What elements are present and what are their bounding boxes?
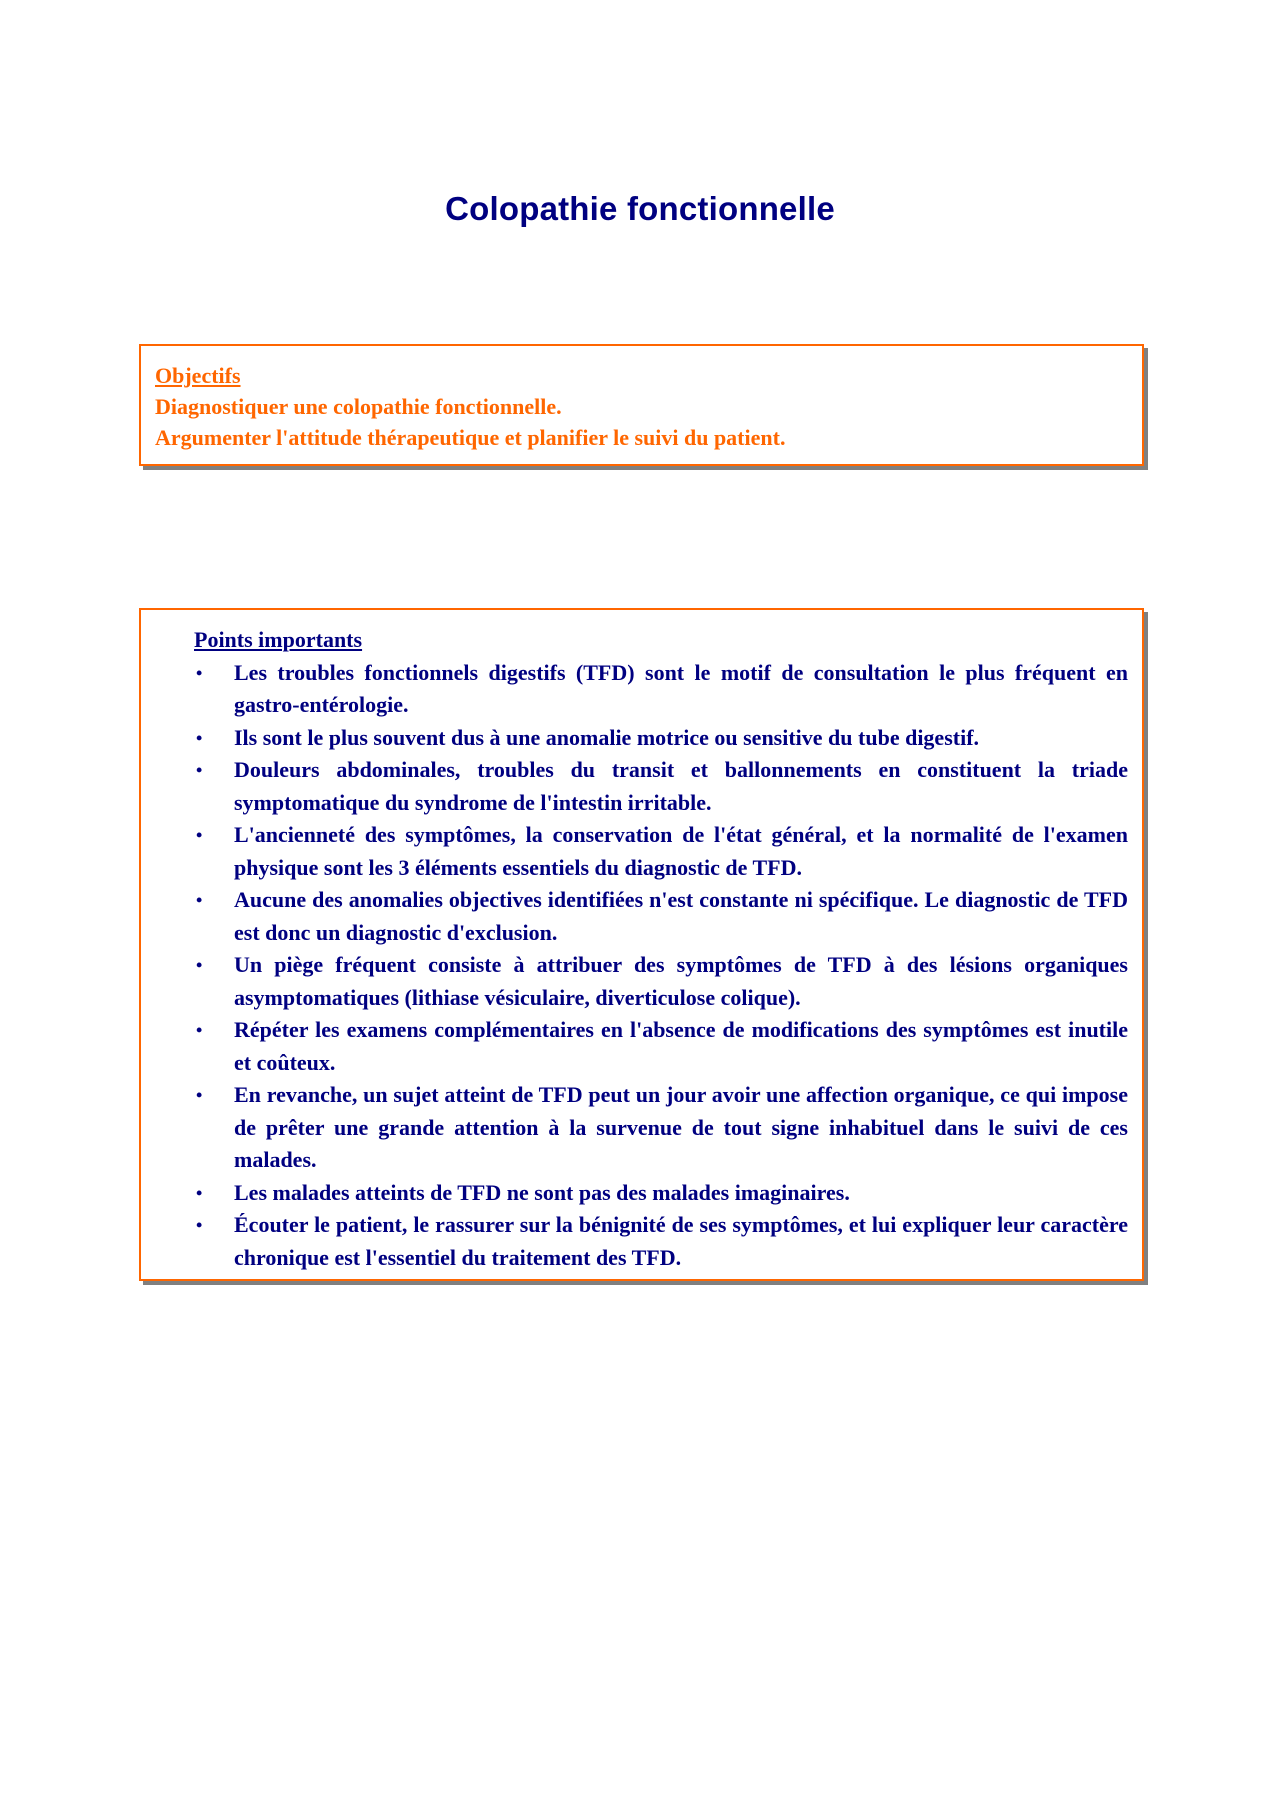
objectives-box: [139, 344, 1144, 466]
list-item: [194, 657, 1128, 722]
list-item-text: Les troubles fonctionnels digestifs (TFD) sont le motif de consultation le plus fréquent en gastro-entérologie.: [234, 659, 1128, 717]
bullet-dot-icon: •: [196, 1182, 203, 1203]
list-item: [194, 1079, 1128, 1177]
key-points-heading: Points importants: [194, 627, 363, 652]
bullet-dot-icon: •: [196, 760, 203, 780]
bullet-dot-icon: •: [196, 662, 203, 683]
list-item: [194, 884, 1128, 949]
bullet-dot-icon: •: [196, 890, 203, 910]
bullet-dot-icon: •: [196, 825, 203, 845]
list-item-text: Ils sont le plus souvent dus à une anomalie motrice ou sensitive du tube digestif.: [234, 724, 980, 750]
bullet-dot-icon: •: [196, 955, 203, 975]
list-item-text: En revanche, un sujet atteint de TFD peut un jour avoir une affection organique, ce qui impose de prêter une grande attention à la survenue de tout signe inhabituel dans le suivi de ces malades.: [234, 1082, 1128, 1172]
objectives-heading: Objectifs: [155, 363, 241, 388]
list-item: [194, 754, 1128, 819]
list-item-text: Écouter le patient, le rassurer sur la bénignité de ses symptômes, et lui expliquer leur caractère chronique est l'essentiel du traitement des TFD.: [234, 1212, 1128, 1270]
key-points-list: [194, 657, 1128, 1275]
list-item: [194, 722, 1128, 755]
list-item: [194, 819, 1128, 884]
bullet-dot-icon: •: [196, 1020, 203, 1040]
bullet-dot-icon: •: [196, 1215, 203, 1235]
key-points-box: [139, 608, 1144, 1281]
list-item: [194, 949, 1128, 1014]
list-item-text: Un piège fréquent consiste à attribuer des symptômes de TFD à des lésions organiques asymptomatiques (lithiase vésiculaire, diverticulose colique).: [234, 952, 1128, 1010]
list-item-text: Aucune des anomalies objectives identifiées n'est constante ni spécifique. Le diagnostic de TFD est donc un diagnostic d'exclusion.: [234, 887, 1128, 945]
list-item-text: Douleurs abdominales, troubles du transit et ballonnements en constituent la triade symptomatique du syndrome de l'intestin irritable.: [234, 757, 1128, 815]
list-item-text: Les malades atteints de TFD ne sont pas des malades imaginaires.: [234, 1179, 850, 1205]
objective-line: Diagnostiquer une colopathie fonctionnelle.: [155, 394, 562, 419]
list-item-text: Répéter les examens complémentaires en l'absence de modifications des symptômes est inutile et coûteux.: [234, 1017, 1128, 1075]
list-item-text: L'ancienneté des symptômes, la conservation de l'état général, et la normalité de l'examen physique sont les 3 éléments essentiels du diagnostic de TFD.: [234, 822, 1128, 880]
list-item: [194, 1177, 1128, 1210]
objective-line: Argumenter l'attitude thérapeutique et planifier le suivi du patient.: [155, 425, 786, 450]
list-item: [194, 1014, 1128, 1079]
page-title: Colopathie fonctionnelle: [445, 190, 835, 228]
list-item: [194, 1209, 1128, 1274]
bullet-dot-icon: •: [196, 727, 203, 748]
bullet-dot-icon: •: [196, 1085, 203, 1105]
